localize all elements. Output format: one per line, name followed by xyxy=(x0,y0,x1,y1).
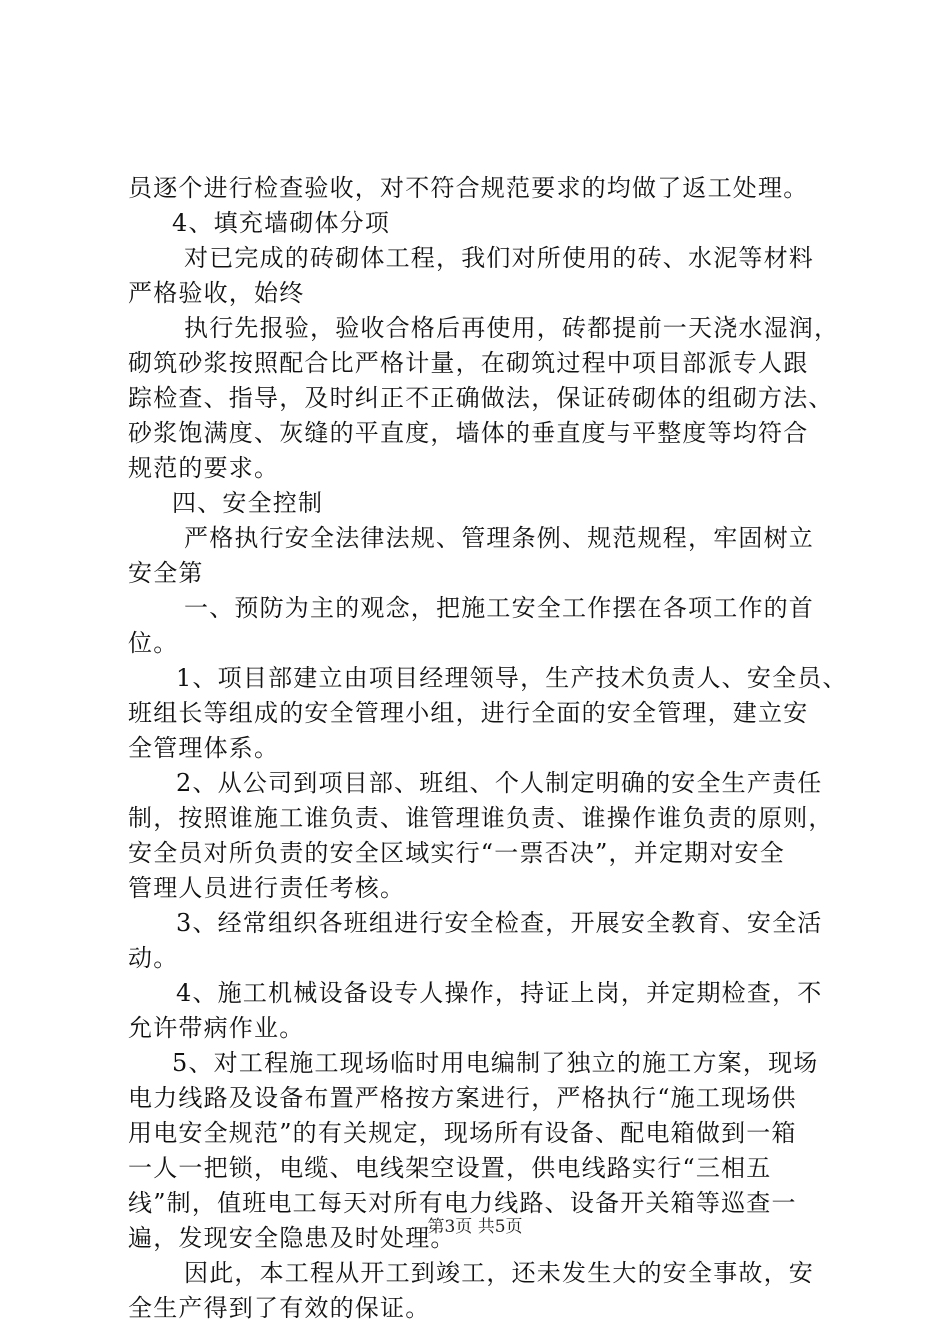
text-line: 一人一把锁，电缆、电线架空设置，供电线路实行“三相五 xyxy=(128,1154,772,1182)
text-line: 砂浆饱满度、灰缝的平直度，墙体的垂直度与平整度等均符合 xyxy=(128,419,809,447)
text-line: 踪检查、指导，及时纠正不正确做法，保证砖砌体的组砌方法、 xyxy=(128,384,834,412)
page-number: 第3页 共5页 xyxy=(427,1217,523,1237)
text-line: 四、安全控制 xyxy=(172,489,324,517)
text-line: 规范的要求。 xyxy=(128,454,280,482)
text-line: 制，按照谁施工谁负责、谁管理谁负责、谁操作谁负责的原则， xyxy=(128,804,834,832)
text-line: 4、施工机械设备设专人操作，持证上岗，并定期检查，不 xyxy=(176,979,823,1007)
text-line: 管理人员进行责任考核。 xyxy=(128,874,406,902)
text-line: 安全员对所负责的安全区域实行“一票否决”，并定期对安全 xyxy=(128,839,785,867)
text-line: 因此，本工程从开工到竣工，还未发生大的安全事故，安 xyxy=(184,1259,814,1287)
text-line: 对已完成的砖砌体工程，我们对所使用的砖、水泥等材料 xyxy=(184,244,814,272)
text-line: 位。 xyxy=(128,629,179,657)
text-line: 遍，发现安全隐患及时处理。 xyxy=(128,1224,456,1252)
text-line: 1、项目部建立由项目经理领导，生产技术负责人、安全员、 xyxy=(176,664,848,692)
text-line: 2、从公司到项目部、班组、个人制定明确的安全生产责任 xyxy=(176,769,823,797)
text-line: 电力线路及设备布置严格按方案进行，严格执行“施工现场供 xyxy=(128,1084,797,1112)
text-line: 4、填充墙砌体分项 xyxy=(172,209,391,237)
text-line: 全管理体系。 xyxy=(128,734,280,762)
text-line: 线”制，值班电工每天对所有电力线路、设备开关箱等巡查一 xyxy=(128,1189,797,1217)
text-line: 严格执行安全法律法规、管理条例、规范规程，牢固树立 xyxy=(184,524,814,552)
text-line: 允许带病作业。 xyxy=(128,1014,305,1042)
text-line: 员逐个进行检查验收，对不符合规范要求的均做了返工处理。 xyxy=(128,174,809,202)
text-line: 5、对工程施工现场临时用电编制了独立的施工方案，现场 xyxy=(172,1049,819,1077)
text-line: 用电安全规范”的有关规定，现场所有设备、配电箱做到一箱 xyxy=(128,1119,797,1147)
text-line: 3、经常组织各班组进行安全检查，开展安全教育、安全活 xyxy=(176,909,823,937)
text-line: 安全第 xyxy=(128,559,204,587)
text-line: 严格验收，始终 xyxy=(128,279,305,307)
text-line: 班组长等组成的安全管理小组，进行全面的安全管理，建立安 xyxy=(128,699,809,727)
text-line: 动。 xyxy=(128,944,179,972)
document-body xyxy=(128,171,848,1326)
text-line: 一、预防为主的观念，把施工安全工作摆在各项工作的首 xyxy=(184,594,814,622)
text-line: 执行先报验，验收合格后再使用，砖都提前一天浇水湿润， xyxy=(184,314,840,342)
text-line: 砌筑砂浆按照配合比严格计量，在砌筑过程中项目部派专人跟 xyxy=(128,349,809,377)
text-line: 全生产得到了有效的保证。 xyxy=(128,1294,431,1322)
